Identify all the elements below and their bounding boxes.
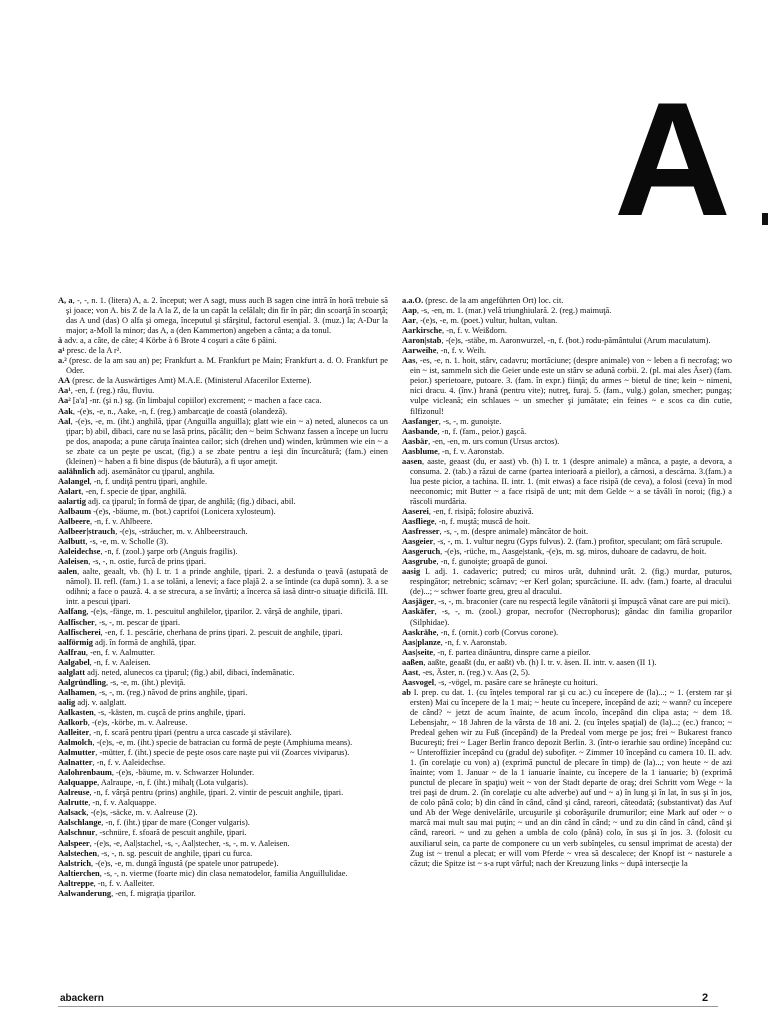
entry-headword: Aalbeer|strauch [58, 527, 116, 537]
entry-definition: , -s, -, n. ostie, furcă de prins ţipari. [88, 557, 206, 567]
entry-definition: adj. în formă de anghilă, ţipar. [92, 637, 196, 647]
dictionary-entry [402, 457, 732, 507]
entry-headword: Aalart [58, 486, 82, 496]
dictionary-entry [58, 698, 388, 708]
dictionary-entry [402, 537, 732, 547]
entry-headword: Aaleidechse [58, 547, 101, 557]
entry-definition: , -en, -en, m. urs comun (Ursus arctos). [428, 436, 560, 446]
entry-definition: , -(e)s, -e, m. dungă îngustă (pe spatele unor patrupede). [91, 858, 279, 868]
dictionary-entry [402, 306, 732, 316]
entry-headword: Aas|seite [402, 647, 434, 657]
entry-headword: Aa¹ [58, 386, 71, 396]
entry-definition: , -s, -, m. (reg.) năvod de prins anghile, ţipari. [94, 687, 248, 697]
entry-definition: , -s, -, m. pescar de ţipari. [94, 617, 181, 627]
entry-headword: Aasbär [402, 436, 429, 446]
entry-headword: Aalfischer [58, 617, 95, 627]
dictionary-entry [402, 507, 732, 517]
entry-headword: ab [402, 687, 411, 697]
entry-definition: , -n, f. partea dinăuntru, dinspre carne a pieilor. [433, 647, 591, 657]
entry-headword: Aalschnur [58, 828, 96, 838]
entry-definition: , -n, f. (iht.) ţipar de mare (Conger vulgaris). [101, 818, 250, 828]
dictionary-entry [58, 748, 388, 758]
entry-definition: , -s, -kästen, m. cuşcă de prins anghile, ţipari. [93, 707, 246, 717]
dictionary-entry [58, 467, 388, 477]
thumb-index-tab [762, 213, 768, 225]
dictionary-entry [402, 678, 732, 688]
dictionary-entry [402, 658, 732, 668]
dictionary-entry [402, 668, 732, 678]
dictionary-entry [402, 607, 732, 627]
entry-definition: (presc. de la am sau an) pe; Frankfurt a. M. Frankfurt pe Main; Frankfurt a. d. O. Frankfurt pe Oder. [66, 356, 388, 376]
dictionary-entry [58, 738, 388, 748]
entry-headword: Aasgeruch [402, 547, 441, 557]
dictionary-entry [58, 417, 388, 467]
dictionary-entry [402, 346, 732, 356]
entry-headword: Aalrutte [58, 798, 89, 808]
entry-headword: Aak [58, 406, 73, 416]
dictionary-entry [402, 648, 732, 658]
dictionary-entry [402, 557, 732, 567]
dictionary-entry [58, 798, 388, 808]
entry-headword: Aalfischerei [58, 627, 101, 637]
entry-headword: Aalgründling [58, 677, 106, 687]
entry-headword: aalförmig [58, 637, 93, 647]
entry-definition: , -(e)s, -e, m. (poet.) vultur, hultan, vultan. [415, 316, 558, 326]
footer-rule [58, 1006, 718, 1007]
entry-headword: Aas|planze [402, 637, 441, 647]
entry-definition: [a'a] -nr. (şi n.) sg. (în limbajul copiilor) excrement; ~ machen a face caca. [70, 396, 322, 406]
entry-headword: Aasgeier [402, 537, 434, 547]
dictionary-entry [58, 628, 388, 638]
entry-definition: , -(e)s, -e, m. (iht.) specie de batracian cu formă de peşte (Amphiuma means). [92, 738, 353, 748]
entry-definition: , -n, f. vârşă pentru (prins) anghile, ţipari. 2. vintir de pescuit anghile, ţipari. [89, 788, 344, 798]
entry-definition: , -n, f. gunoişte; groapă de gunoi. [436, 557, 548, 567]
page-number: 2 [702, 992, 709, 1004]
dictionary-entry [58, 889, 388, 899]
entry-headword: Aal [58, 416, 71, 426]
entry-headword: aalglatt [58, 667, 85, 677]
entry-definition: , -n, f. (fam., peior.) gaşcă. [437, 426, 527, 436]
entry-definition: , -(e)s, -säcke, m. v. Aalreuse (2). [86, 808, 198, 818]
entry-headword: Aalspeer [58, 838, 90, 848]
entry-headword: a.a.O. [402, 296, 424, 305]
entry-definition: , -schnüre, f. sfoară de pescuit anghile, ţipari. [95, 828, 247, 838]
dictionary-entry [402, 527, 732, 537]
running-footer-word: abackern [60, 993, 104, 1004]
entry-headword: Aalstechen [58, 848, 98, 858]
entry-definition: , -(e)s, -fänge, m. 1. pescuitul anghilelor, ţiparilor. 2. vârşă de anghile, ţipari. [86, 607, 343, 617]
dictionary-entry [58, 658, 388, 668]
dictionary-entry [58, 527, 388, 537]
dictionary-entry [58, 407, 388, 417]
dictionary-entry [58, 788, 388, 798]
entry-headword: Aalbutt [58, 537, 86, 547]
dictionary-entry [402, 517, 732, 527]
entry-definition: , -n, f. (zool.) şarpe orb (Anguis fragilis). [100, 547, 238, 557]
dictionary-entry [58, 638, 388, 648]
entry-headword: Aalreuse [58, 788, 90, 798]
entry-definition: , -n, f. scară pentru ţipari (pentru a urca cascade şi stăvilare). [89, 728, 292, 738]
dictionary-entry [402, 628, 732, 638]
entry-definition: , -s, -vögel, m. pasăre care se hrăneşte cu hoituri. [434, 677, 598, 687]
dictionary-entry [58, 828, 388, 838]
entry-definition: (presc. de la am angeführten Ort) loc. cit. [423, 296, 564, 305]
entry-headword: Aalnatter [58, 758, 93, 768]
entry-definition: adj. asemănător cu ţiparul, anghila. [95, 466, 215, 476]
dictionary-entry [58, 678, 388, 688]
entry-headword: Aaron|stab [402, 336, 442, 346]
dictionary-entry [402, 547, 732, 557]
entry-headword: Aalbaum [58, 506, 92, 516]
entry-headword: AA [58, 376, 71, 386]
entry-headword: a.² [58, 356, 67, 366]
entry-definition: , -s, -, m. 1. vultur negru (Gyps fulvus). 2. (fam.) profitor, speculant; om fără scrupule. [433, 537, 723, 547]
dictionary-entry [58, 688, 388, 698]
dictionary-entry [402, 447, 732, 457]
dictionary-entry [58, 718, 388, 728]
entry-definition: , -en, f. 1. pescărie, cherhana de prins ţipari. 2. pescuit de anghile, ţipari. [100, 627, 343, 637]
dictionary-entry [58, 547, 388, 557]
dictionary-entry [58, 708, 388, 718]
entry-definition: , -n, f. v. Aaronstab. [437, 446, 505, 456]
entry-definition: , -s, -e, m. (iht.) pleviţă. [105, 677, 186, 687]
entry-definition: , -n, f. v. Aaleisen. [89, 657, 151, 667]
dictionary-entry [402, 427, 732, 437]
dictionary-column-right [402, 296, 732, 986]
entry-definition: , Aalraupe, -n, f. (iht.) mihalţ (Lota vulgaris). [97, 778, 249, 788]
entry-headword: Aalohrenbaum [58, 768, 112, 778]
entry-definition: adj. ca ţiparul; în formă de ţipar, de anghilă; (fig.) dibaci, abil. [85, 496, 296, 506]
entry-headword: Aalkasten [58, 707, 94, 717]
dictionary-entry [58, 517, 388, 527]
dictionary-entry [402, 296, 732, 306]
entry-headword: Aalgabel [58, 657, 90, 667]
entry-headword: Aalfang [58, 607, 87, 617]
entry-headword: Aaltreppe [58, 878, 94, 888]
dictionary-entry [58, 648, 388, 658]
dictionary-entry [58, 618, 388, 628]
dictionary-entry [58, 386, 388, 396]
entry-headword: Aasvogel [402, 677, 435, 687]
entry-headword: aaßen [402, 657, 424, 667]
entry-definition: , aaste, geaast (du, er aast) vb. (h) I. tr. 1 (despre animale) a mânca, a paşte, a devora, a consuma. 2. (tab.) a răzui de carne (partea interioară a pieilor), a cârnosi, a descărna. 3.(fam.) a lua peste picior, a tachina. II. intr. 1. (mit etwas) a face risipă (de ceva), a folosi (ceva) în mod neeconomic; mit Butter ~ a face risipă de unt; mit dem Gelde ~ a se tăvăli în noroi; (fig.) a răscoli murdăria. [410, 456, 732, 506]
entry-headword: Aasfliege [402, 517, 435, 527]
dictionary-entry [58, 869, 388, 879]
entry-headword: Aaltierchen [58, 868, 100, 878]
entry-headword: Aasgrube [402, 557, 437, 567]
dictionary-entry [58, 376, 388, 386]
dictionary-entry [58, 607, 388, 617]
entry-definition: , -(e)s, -körbe, m. v. Aalreuse. [87, 717, 188, 727]
entry-definition: I. prep. cu dat. 1. (cu înţeles temporal rar şi cu ac.) cu începere de (la)...; ~ 1. (erstem rar şi ersten) Mai cu începere de la 1 mai; ~ heute cu începere, începând de azi; ~ wann? cu începere de când? ~ jetzt de acum înainte, de acum încolo, începând din clipa asta; ~ dem 18. Lebensjahr, ~ 18 Jahren de la vârsta de 18 ani. 2. (cu înţeles spaţial) de (la)...; (ec.) franco; ~ Predeal gehen wir zu Fuß (începând) de la Predeal vom merge pe jos; frei ~ Bukarest franco Bucureşti; frei ~ Lager Berlin franco depozit Berlin. 3. (într-o ierarhie sau ordine) începând cu: ~ Unteroffizier începând cu (gradul de) subofiţer. ~ Zimmer 10 începând cu camera 10. II. adv. 1. (în corelaţie cu von) a) (exprimă punctul de plecare în timp) de (la)...; von heute ~ de azi înainte; vom 1. Januar ~ de la 1 ianuarie înainte, cu începere de la 1 ianuarie; b) (exprimă punctul de plecare în spaţiu) weit ~ von der Stadt departe de oraş; drei Schritt vom Wege ~ la trei paşi de drum. 2. (în corelaţie cu alte adverbe) auf und ~ a) în lung şi în lat, în sus şi în jos, de colo până colo; b) din când în când, când şi când, rareori, câteodată; (substantivat) das Auf und Ab der Wege denivelările, urcuşurile şi coborâşurile drumurilor; eine Mark auf oder ~ o marcă mai mult sau mai puţin; ~ und an din când în când; ~ und zu din când în când, când şi când, rareori. ~ und zu gehen a umbla de colo (până) colo, în sus şi în jos. 3. (folosit cu auxiliarul sein, ca parte de componere cu un verb subînţeles, cu sensul imprimat de acesta) der Zug ist ~ trenul a plecat; er will vom Pferde ~ vrea să descalece; der Knopf ist ~ nasturele a căzut; die Spitze ist ~ s-a rupt vârful; nach der Kreuzung links ~ după intersecţie la [410, 687, 732, 868]
entry-definition: presc. de la A r². [64, 346, 122, 356]
entry-definition: , -(e)s, -e, n., Aake, -n, f. (reg.) ambarcaţie de coastă (olandeză). [72, 406, 288, 416]
entry-headword: Aaserei [402, 506, 429, 516]
entry-definition: , -s, -, m. gunoişte. [438, 416, 502, 426]
entry-headword: Aalstrich [58, 858, 92, 868]
dictionary-entry [402, 567, 732, 597]
dictionary-entry [58, 507, 388, 517]
entry-definition: , aalte, geaalt, vb. (h) I. tr. 1 a prinde anghile, ţipari. 2. a desfunda o ţeavă (astupată de nămol). II. refl. (fam.) 1. a se tolăni, a lenevi; a face plajă 2. a se întinde (ca după somn). 3. a se odihni; a face o pauză. 4. a se strecura, a se învârti; a încerca să iasă dintr-o situaţie dificilă. III. intr. a pescui ţipari. [66, 567, 388, 607]
entry-definition: , -(e)s, -e, Aal|stachel, -s, -, Aal|stecher, -s, -, m. v. Aaleisen. [89, 838, 290, 848]
entry-definition: , -, -, n. 1. (litera) A, a. 2. început; wer A sagt, muss auch B sagen cine intră în horă trebuie să şi joace; von A. bis Z de la A la Z, de la un capăt la celălalt; din fir în păr; din scoarţă în scoarţă; das A und (das) O alfa şi omega, începutul şi sfârşitul, factorul esenţial. 3. (muz.) la; A-Dur la major; a-Moll la minor; das A, a (den Kammerton) angeben a cânta; a da tonul. [66, 296, 388, 336]
dictionary-entry [402, 437, 732, 447]
dictionary-entry [58, 768, 388, 778]
entry-definition: adv. a, a câte, de câte; 4 Körbe à 6 Brote 4 coşuri a câte 6 pâini. [62, 336, 277, 346]
dictionary-entry [58, 356, 388, 376]
entry-definition: , -s, -, m. (despre animale) mâncător de hoit. [439, 527, 589, 537]
entry-definition: , -n, f. muştă; muscă de hoit. [434, 517, 530, 527]
entry-headword: à [58, 336, 63, 346]
dictionary-entry [402, 597, 732, 607]
entry-headword: a¹ [58, 346, 65, 356]
dictionary-entry [58, 728, 388, 738]
entry-headword: Aalangel [58, 476, 90, 486]
entry-definition: adj. neted, alunecos ca ţiparul; (fig.) abil, dibaci, îndemânatic. [84, 667, 295, 677]
entry-headword: aalartig [58, 496, 86, 506]
entry-headword: Aalsack [58, 808, 87, 818]
entry-definition: , -n, f. v. Weih. [436, 346, 486, 356]
dictionary-entry [402, 638, 732, 648]
dictionary-entry [58, 668, 388, 678]
entry-definition: , -es, Äster, n. (reg.) v. Aas (2, 5). [418, 667, 530, 677]
dictionary-entry [58, 396, 388, 406]
dictionary-entry [402, 688, 732, 869]
entry-definition: , -s, -, n. sg. pescuit de anghile, ţipari cu furca. [97, 848, 253, 858]
dictionary-entry [58, 808, 388, 818]
entry-definition: , -n, f. v. Aalleiter. [93, 878, 155, 888]
dictionary-entry [402, 356, 732, 416]
dictionary-entry [402, 326, 732, 336]
entry-headword: Aalschlange [58, 818, 102, 828]
dictionary-entry [58, 818, 388, 828]
entry-definition: , -n, f. v. Aaronstab. [440, 637, 507, 647]
entry-headword: A, a [58, 296, 73, 305]
entry-headword: Aap [402, 306, 417, 316]
entry-definition: I. adj. 1. cadaveric; putred; cu miros urât, duhnind urât. 2. (fig.) murdar, puturos, respingător; netrebnic; scârnav; ~er Kerl golan; spurcăciune. II. adv. (fam.) foarte, al dracului (de)...; ~ schwer foarte greu, greu al dracului. [410, 567, 732, 597]
entry-definition: , -n, f. v. Ahlbeere. [89, 517, 153, 527]
dictionary-entry [402, 316, 732, 326]
entry-definition: , -en, f. risipă; folosire abuzivă. [428, 506, 534, 516]
entry-headword: Aa² [58, 396, 71, 406]
dictionary-entry [58, 336, 388, 346]
entry-headword: Aast [402, 667, 419, 677]
entry-definition: adj. v. aalglatt. [75, 697, 127, 707]
entry-headword: Aalkorb [58, 717, 88, 727]
entry-headword: aalen [58, 567, 78, 577]
entry-definition: -(e)s, -bäume, m. (bot.) caprifoi (Lonicera xylosteum). [91, 506, 276, 516]
entry-definition: , -es, -e, n. 1. hoit, stârv, cadavru; mortăciune; (despre animale) von ~ leben a fi necrofag; wo ein ~ ist, sammeln sich die Geier unde este un stârv se adună corbii. 2. (pl. mai ales Äser) (fam. peior.) sperietoare, putoare. 3. (fam. în expr.) fiinţă; du armes ~ bietul de tine; kein ~ nimeni, nici dracu. 4. (înv.) hrană (pentru vite); nutreţ, furaj. 5. (fam., vulg.) golan, smecher; pungaş; vulpe vicleană; ein schlaues ~ un smecher şi jumătate; ein feines ~ e scos ca din cutie, filfizonul! [410, 356, 732, 416]
entry-definition: , -(e)s, -e, m. (iht.) anghilă, ţipar (Anguilla anguilla); glatt wie ein ~ a) neted, alunecos ca un ţipar; b) abil, dibaci, care nu se lasă prins, păcălit; den ~ beim Schwanz fassen a începe un lucru pe dos, anapoda; a pune căruţa înaintea cailor; sich (drehen und) winden, krümmen wie ein ~ a se zbate ca un peşte pe uscat, (fig.) a se zbate pentru a ieşi din încurcătură; (fam.) einen (kleinen) ~ haben a fi bine dispus (de băutură), a fi uşor ameţit. [66, 416, 388, 466]
entry-definition: , -(e)s, -stäbe, m. Aaronwurzel, -n, f. (bot.) rodu-pământului (Arum maculatum). [441, 336, 711, 346]
entry-headword: Aalbeere [58, 517, 90, 527]
entry-headword: aalähnlich [58, 466, 96, 476]
entry-headword: Aar [402, 316, 416, 326]
dictionary-column-left [58, 296, 388, 986]
entry-headword: Aaskäfer [402, 607, 435, 617]
entry-definition: , -n, f. undiţă pentru ţipari, anghile. [89, 476, 208, 486]
entry-definition: , -(e)s, -bäume, m. v. Schwarzer Holunder. [111, 768, 255, 778]
entry-headword: Aalmutter [58, 748, 96, 758]
dictionary-entry [58, 346, 388, 356]
dictionary-entry [58, 879, 388, 889]
section-letter: A [614, 69, 729, 250]
entry-definition: , -n, f. v. Aalquappe. [88, 798, 157, 808]
entry-definition: , -en, f. v. Aalmutter. [85, 647, 155, 657]
entry-definition: , -s, -, m. braconier (care nu respectă legile vânătorii şi împuşcă vânat care are pui mici). [434, 597, 731, 607]
entry-headword: Aasfresser [402, 527, 440, 537]
entry-headword: Aalmolch [58, 738, 93, 748]
dictionary-entry [58, 839, 388, 849]
entry-definition: , -mütter, f. (iht.) specie de peşte osos care naşte pui vii (Zoarces viviparus). [95, 748, 350, 758]
dictionary-entry [402, 417, 732, 427]
entry-headword: Aasjäger [402, 597, 435, 607]
dictionary-entry [58, 859, 388, 869]
entry-definition: , -(e)s, -rüche, m., Aasge|stank, -(e)s, m. sg. miros, duhoare de cadavru, de hoit. [440, 547, 707, 557]
dictionary-entry [58, 296, 388, 336]
dictionary-entry [58, 849, 388, 859]
entry-headword: Aaskrähe [402, 627, 437, 637]
entry-definition: , -en, f. migraţia ţiparilor. [111, 888, 196, 898]
entry-headword: aasig [402, 567, 421, 577]
entry-headword: Aalhamen [58, 687, 95, 697]
entry-headword: Aasblume [402, 446, 438, 456]
entry-definition: , -n, f. (ornit.) corb (Corvus corone). [436, 627, 559, 637]
entry-headword: Aalfrau [58, 647, 86, 657]
entry-headword: Aasbande [402, 426, 438, 436]
entry-headword: aasen [402, 456, 423, 466]
entry-headword: Aasfanger [402, 416, 439, 426]
entry-definition: , -s, -, n. vierme (foarte mic) din clasa nematodelor, familia Anguillulidae. [99, 868, 348, 878]
dictionary-entry [58, 537, 388, 547]
dictionary-entry [58, 567, 388, 607]
entry-definition: , -s, -en, m. 1. (mar.) velă triunghiulară. 2. (reg.) maimuţă. [416, 306, 612, 316]
dictionary-entry [58, 477, 388, 487]
entry-headword: Aalwanderung [58, 888, 112, 898]
entry-definition: , -n, f. v. Aaleidechse. [92, 758, 166, 768]
entry-definition: (presc. de la Auswärtiges Amt) M.A.E. (Ministerul Afacerilor Externe). [70, 376, 312, 386]
entry-headword: aalig [58, 697, 76, 707]
dictionary-entry [402, 336, 732, 346]
entry-definition: , -en, f. specie de ţipar, anghilă. [81, 486, 187, 496]
entry-definition: , -s, -, m. (zool.) gropar, necrofor (Necrophorus); gândac din familia groparilor (Silphidae). [410, 607, 732, 627]
dictionary-entry [58, 758, 388, 768]
entry-definition: , -(e)s, -sträucher, m. v. Ahlbeerstrauch. [115, 527, 248, 537]
dictionary-entry [58, 497, 388, 507]
entry-headword: Aarweihe [402, 346, 437, 356]
entry-headword: Aas [402, 356, 416, 366]
entry-definition: , -s, -e, m. v. Scholle (3). [85, 537, 169, 547]
dictionary-entry [58, 487, 388, 497]
entry-definition: , -n, f. v. Weißdorn. [442, 326, 507, 336]
entry-headword: Aalquappe [58, 778, 98, 788]
entry-definition: , aaßte, geaaßt (du, er aaßt) vb. (h) I. tr. v. äsen. II. intr. v. aasen (II 1). [423, 657, 657, 667]
entry-headword: Aaleisen [58, 557, 89, 567]
entry-headword: Aalleiter [58, 728, 90, 738]
entry-definition: , -en, f. (reg.) râu, fluviu. [70, 386, 155, 396]
dictionary-entry [58, 557, 388, 567]
dictionary-entry [58, 778, 388, 788]
entry-headword: Aarkirsche [402, 326, 443, 336]
